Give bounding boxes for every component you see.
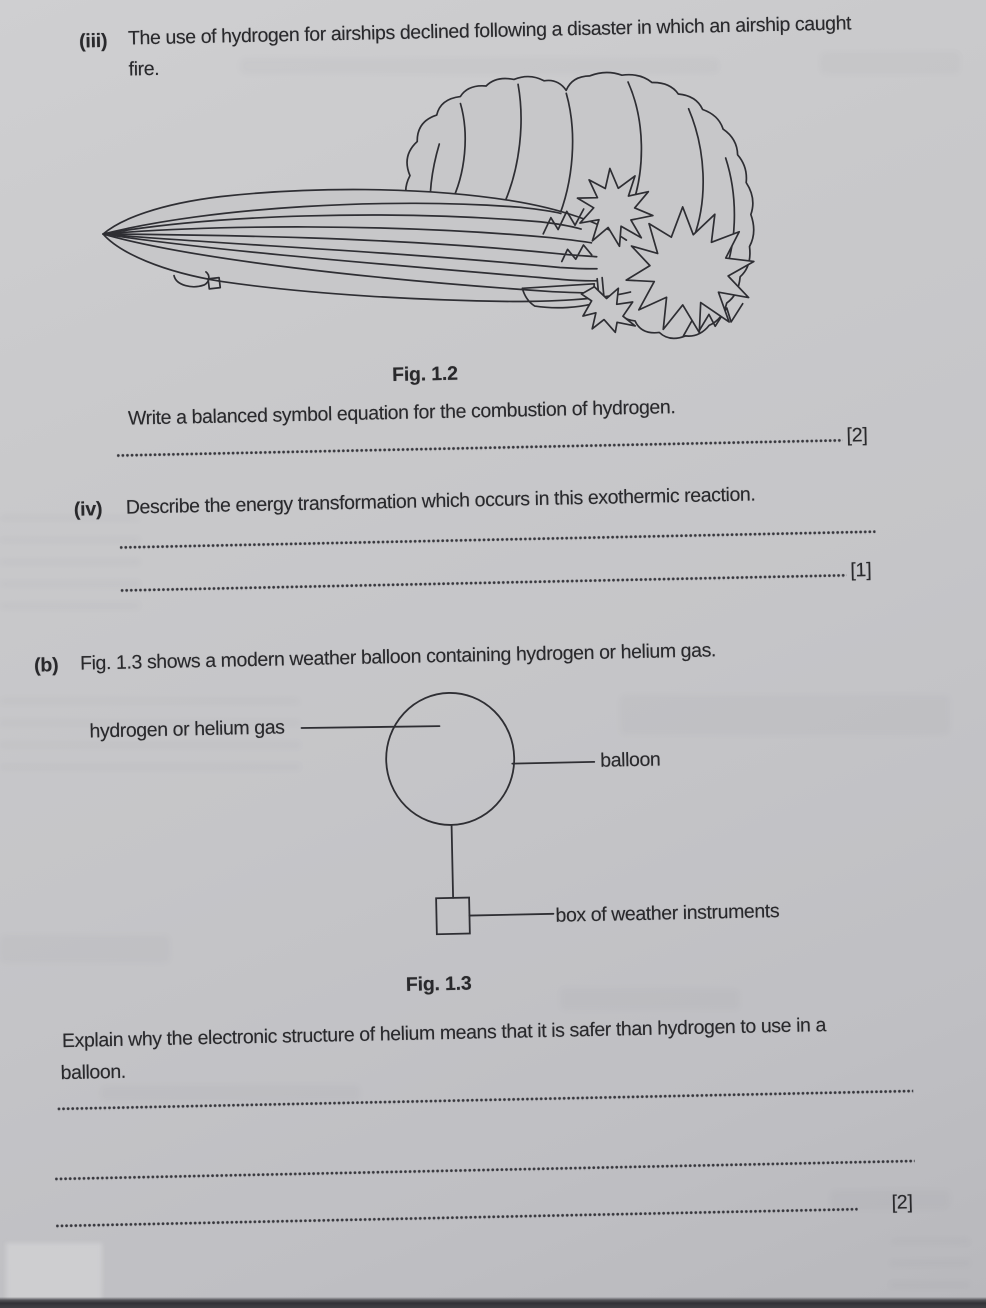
- box-pointer-line: [469, 914, 553, 916]
- answer-line: [121, 574, 847, 593]
- answer-line: [117, 439, 843, 458]
- question-iii-number: (iii): [78, 29, 108, 53]
- part-b-intro-text: Fig. 1.3 shows a modern weather balloon containing hydrogen or helium gas.: [79, 639, 717, 675]
- label-balloon: balloon: [600, 748, 661, 772]
- equation-question-text: Write a balanced symbol equation for the combustion of hydrogen.: [127, 396, 676, 430]
- answer-line: [55, 1159, 915, 1181]
- answer-line: [120, 530, 876, 550]
- question-iii-text-line2: fire.: [128, 57, 160, 81]
- question-iii-text-line1: The use of hydrogen for airships declined following a disaster in which an airship caught: [127, 12, 852, 50]
- equation-question-marks: [2]: [846, 424, 868, 447]
- explain-question-marks: [2]: [891, 1191, 913, 1214]
- airship-fire-illustration: [88, 67, 794, 367]
- question-iv-marks: [1]: [850, 559, 872, 582]
- label-hydrogen-or-helium-gas: hydrogen or helium gas: [89, 716, 285, 743]
- question-iv-number: (iv): [73, 498, 103, 521]
- string-line: [452, 825, 454, 898]
- instrument-box: [436, 898, 470, 935]
- explain-question-line2: balloon.: [60, 1060, 127, 1085]
- figure-1-2-caption: Fig. 1.2: [391, 362, 458, 387]
- gas-pointer-line: [302, 725, 440, 729]
- part-b-number: (b): [33, 654, 59, 677]
- balloon-circle: [385, 692, 516, 827]
- scan-artifact-patch: [6, 1243, 102, 1303]
- answer-line: [56, 1207, 858, 1228]
- scan-bottom-edge: [0, 1297, 986, 1308]
- label-box-of-weather-instruments: box of weather instruments: [555, 900, 780, 927]
- question-iv-text: Describe the energy transformation which occurs in this exothermic reaction.: [125, 483, 756, 519]
- explain-question-line1: Explain why the electronic structure of helium means that it is safer than hydrogen to use in a: [61, 1014, 827, 1053]
- figure-1-3-caption: Fig. 1.3: [405, 972, 472, 996]
- answer-line: [57, 1089, 913, 1111]
- balloon-pointer-line: [512, 762, 594, 764]
